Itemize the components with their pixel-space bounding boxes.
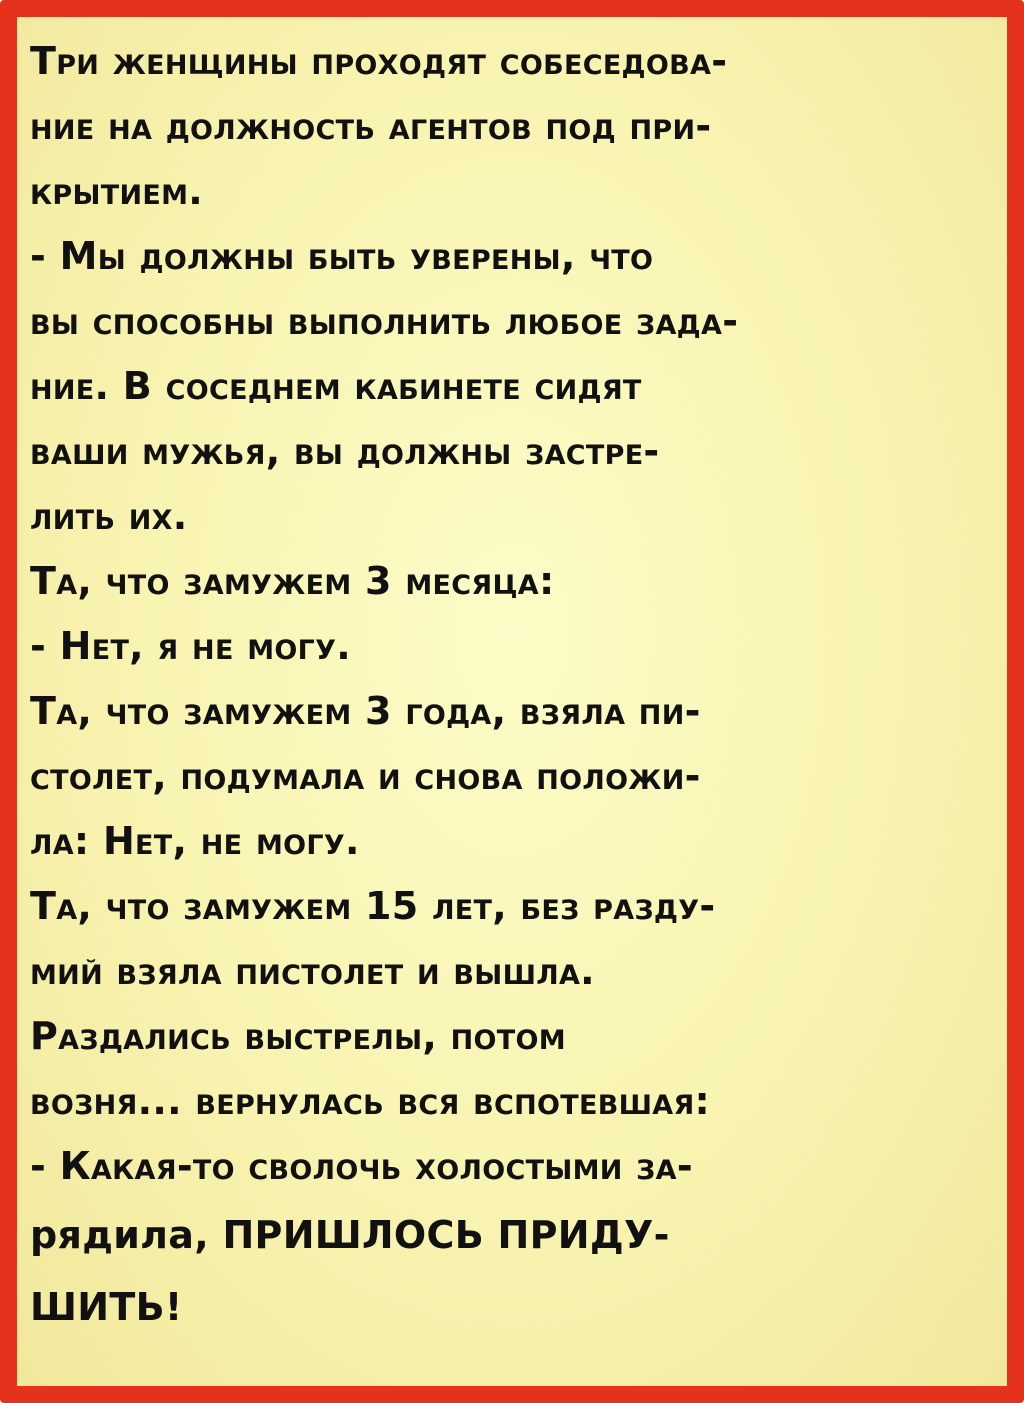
joke-line: ние на должность агентов под при- — [30, 104, 712, 148]
joke-line: столет, подумала и снова положи- — [30, 754, 701, 798]
joke-line: ШИТЬ! — [30, 1285, 183, 1329]
joke-line: - Мы должны быть уверены, что — [30, 234, 654, 278]
joke-line: Та, что замужем 15 лет, без разду- — [30, 884, 716, 928]
joke-line: вы способны выполнить любое зада- — [30, 299, 739, 343]
joke-line: Три женщины проходят собеседова- — [30, 39, 728, 83]
joke-line: рядила, ПРИШЛОСЬ ПРИДУ- — [30, 1213, 670, 1257]
joke-line: - Нет, я не могу. — [30, 624, 351, 668]
joke-line: мий взяла пистолет и вышла. — [30, 949, 595, 993]
joke-line: крытием. — [30, 169, 203, 213]
joke-line: Та, что замужем 3 месяца: — [30, 559, 555, 603]
joke-line: ваши мужья, вы должны застре- — [30, 429, 660, 473]
joke-line: возня... вернулась вся вспотевшая: — [30, 1079, 711, 1123]
joke-line: ние. В соседнем кабинете сидят — [30, 364, 642, 408]
joke-line: - Какая-то сволочь холостыми за- — [30, 1144, 693, 1188]
joke-line: ла: Нет, не могу. — [30, 819, 360, 863]
joke-text — [30, 29, 1010, 1343]
joke-line: лить их. — [30, 494, 188, 538]
joke-line: Та, что замужем 3 года, взяла пи- — [30, 689, 701, 733]
joke-line: Раздались выстрелы, потом — [30, 1014, 566, 1058]
